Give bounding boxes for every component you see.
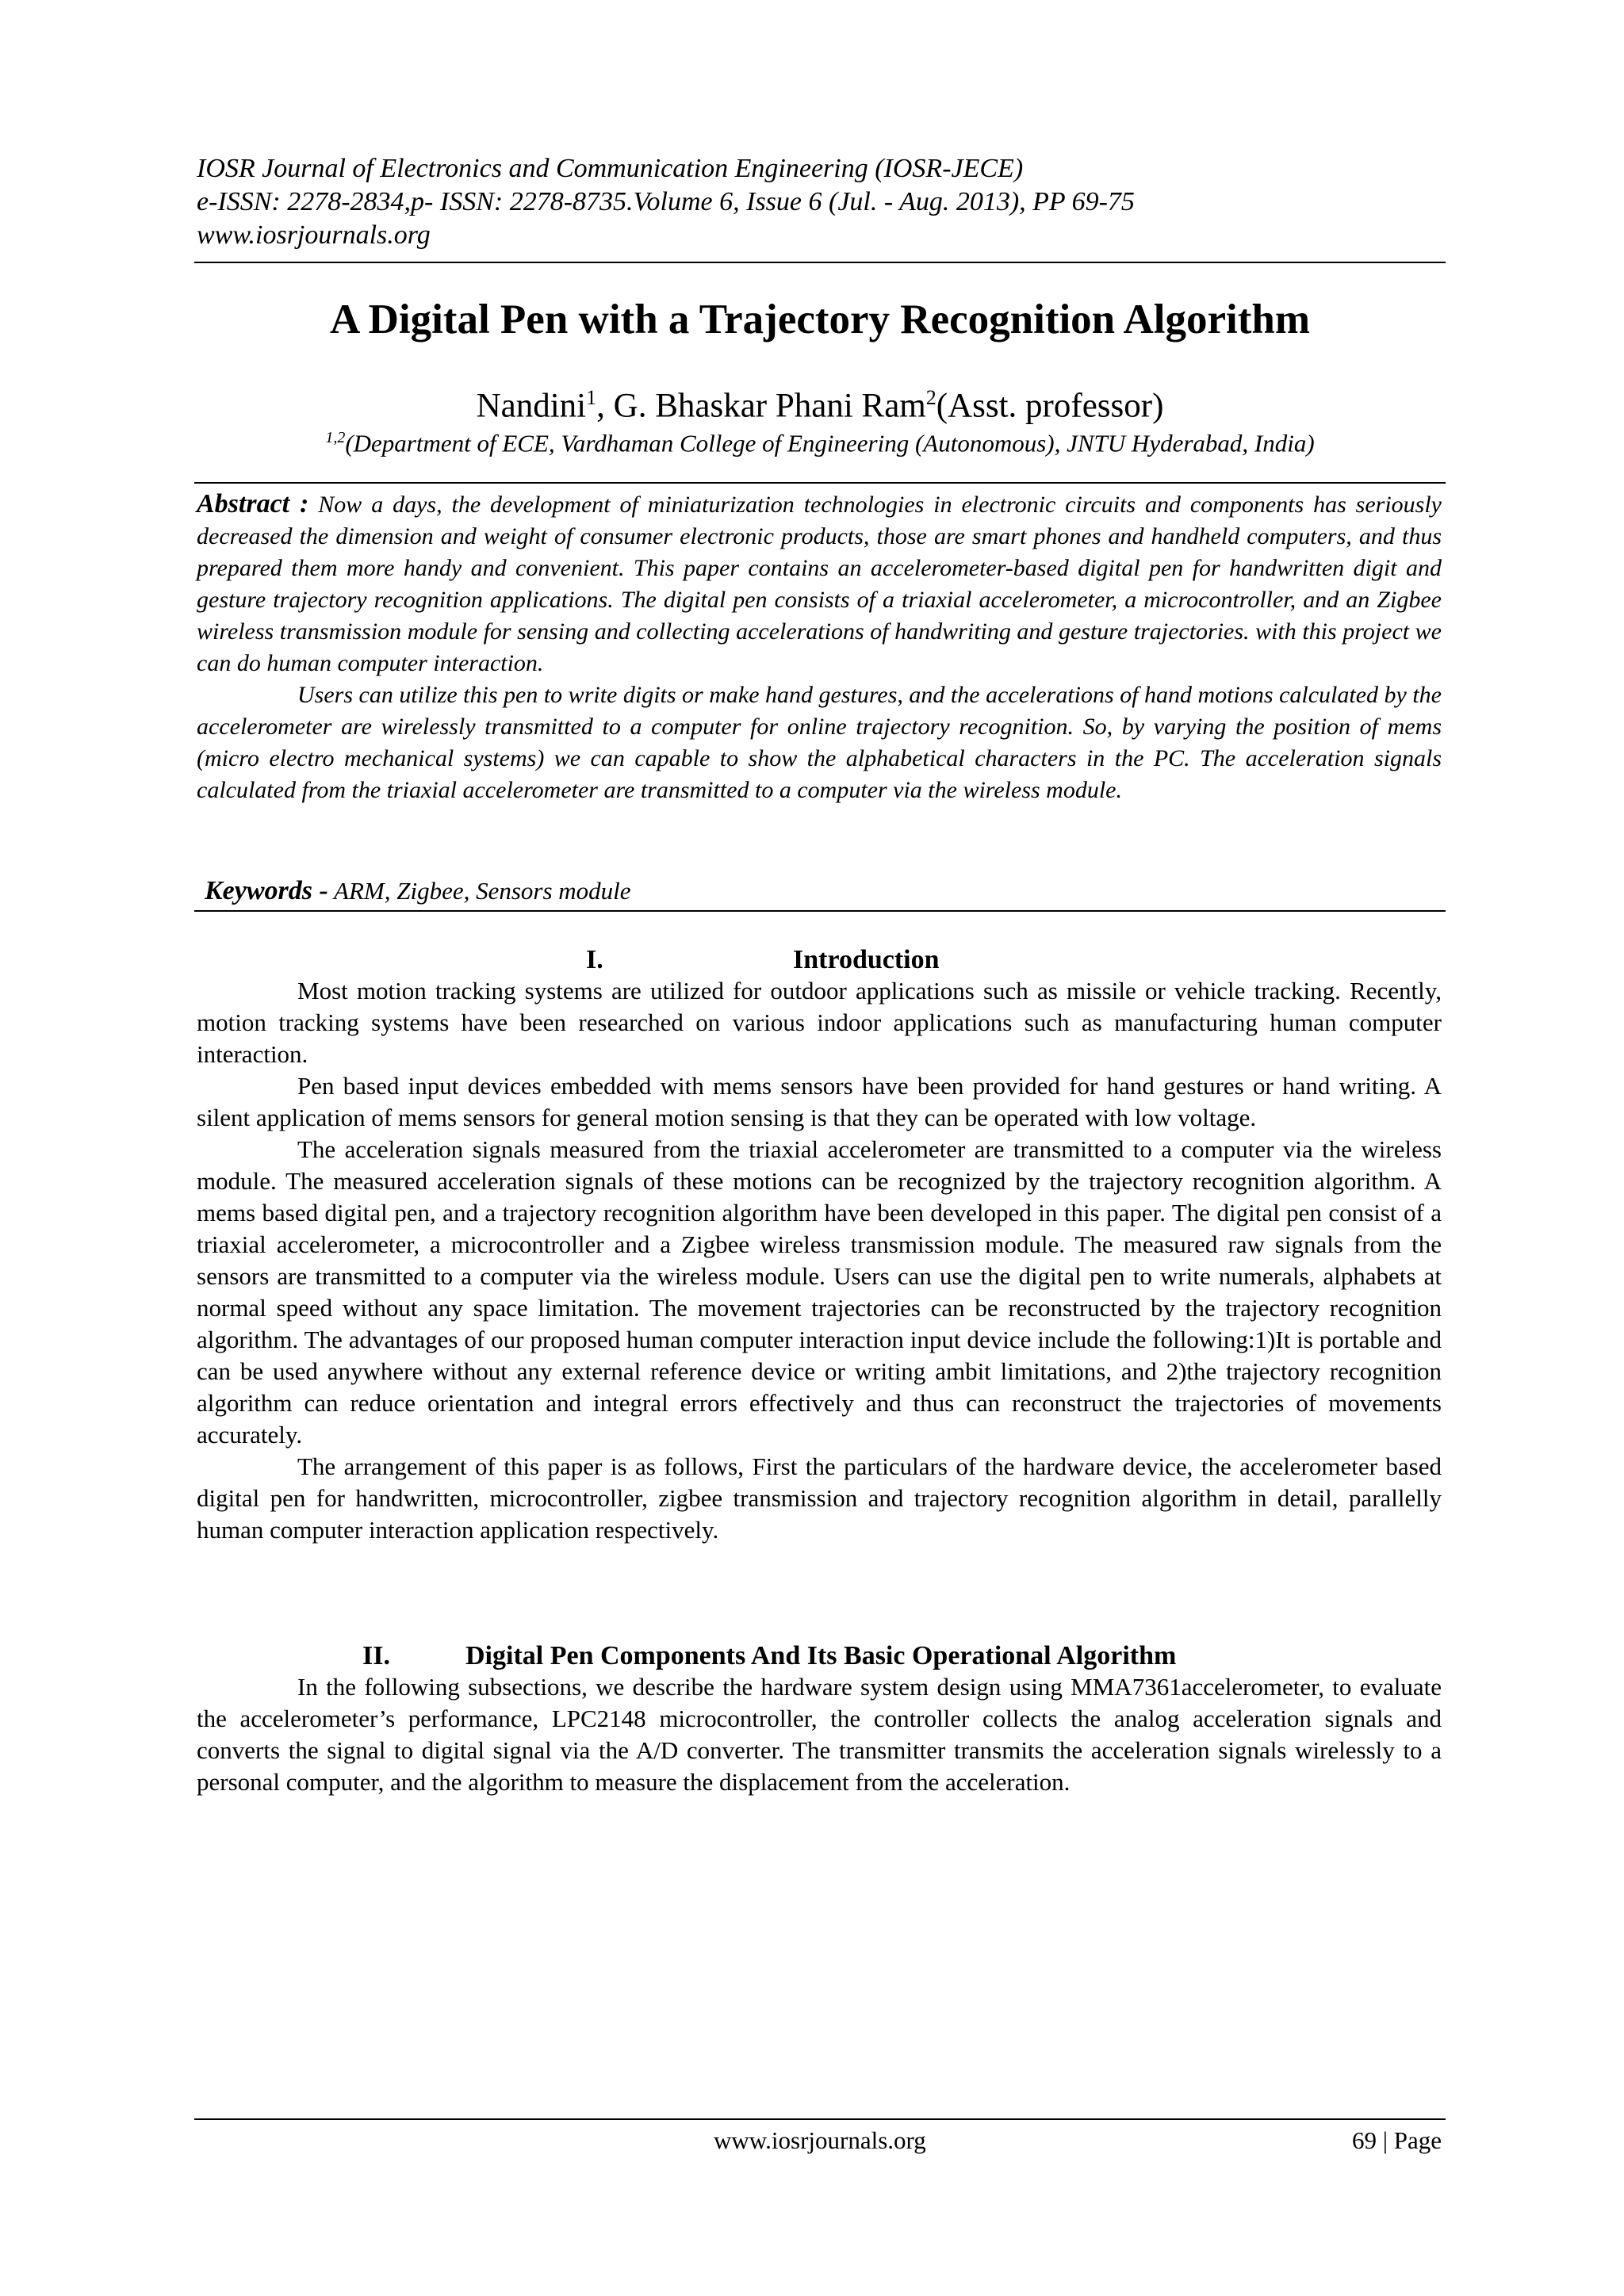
section-1-paragraph-2: Pen based input devices embedded with mems sensors have been provided for hand gestures or hand writing. A silent application of mems sensors for general motion sensing is that they can be operated with low voltage. [197,1072,1442,1131]
author-line [194,377,1446,427]
author-2-sup: 2 [925,386,936,409]
section-2-paragraph-1: In the following subsections, we describe the hardware system design using MMA7361accelerometer, to evaluate the accelerometer’s performance, LPC2148 microcontroller, the controller collects the analog acceleration signals and converts the signal to digital signal via the A/D converter. The transmitter transmits the acceleration signals wirelessly to a personal computer, and the algorithm to measure the displacement from the acceleration. [197,1673,1442,1796]
footer-rule [194,2118,1446,2120]
paper-title: A Digital Pen with a Trajectory Recognition Algorithm [329,297,1311,342]
header-rule [194,262,1446,263]
author-1-sup: 1 [586,386,597,409]
abstract-label: Abstract : [197,489,309,519]
section-2-body [197,1671,1442,1798]
author-2-role: (Asst. professor) [936,387,1164,425]
footer-url: www.iosrjournals.org [714,2126,926,2154]
affiliation-text: (Department of ECE, Vardhaman College of Engineering (Autonomous), JNTU Hyderabad, India) [345,429,1315,457]
section-1-number: I. [586,945,603,974]
journal-url: www.iosrjournals.org [197,220,431,250]
affiliation [194,422,1446,459]
section-1-paragraph-1: Most motion tracking systems are utilized for outdoor applications such as missile or vehicle tracking. Recently, motion tracking systems have been researched on various indoor applications such as manufacturing human computer interaction. [197,977,1442,1068]
section-1-paragraph-4: The arrangement of this paper is as follows, First the particulars of the hardware device, the accelerometer based digital pen for handwritten, microcontroller, zigbee transmission and trajectory recognition algorithm in detail, parallelly human computer interaction application respectively. [197,1452,1442,1544]
keywords [205,875,1442,907]
journal-header [197,152,1442,252]
author-2-name: , G. Bhaskar Phani Ram [596,387,926,425]
author-1-name: Nandini [476,387,587,425]
abstract [197,488,1442,806]
section-1-body [197,975,1442,1546]
abstract-top-rule [194,482,1446,484]
section-1-paragraph-3: The acceleration signals measured from the triaxial accelerometer are transmitted to a computer via the wireless module. The measured acceleration signals of these motions can be recognized by the trajectory recognition algorithm. A mems based digital pen, and a trajectory recognition algorithm have been developed in this paper. The digital pen consist of a triaxial accelerometer, a microcontroller and a Zigbee wireless transmission module. The measured raw signals from the sensors are transmitted to a computer via the wireless module. Users can use the digital pen to write numerals, alphabets at normal speed without any space limitation. The movement trajectories can be reconstructed by the trajectory recognition algorithm. The advantages of our proposed human computer interaction input device include the following:1)It is portable and can be used anywhere without any external reference device or writing ambit limitations, and 2)the trajectory recognition algorithm can reduce orientation and integral errors effectively and thus can reconstruct the trajectories of movements accurately. [197,1135,1442,1448]
keywords-text: ARM, Zigbee, Sensors module [334,877,631,905]
keywords-label: Keywords - [205,876,328,905]
footer-page-number: 69 | Page [1352,2126,1442,2154]
abstract-text-1: Now a days, the development of miniaturization technologies in electronic circuits and components has seriously decreased the dimension and weight of consumer electronic products, those are smart phones and handheld computers, and thus prepared them more handy and convenient. This paper contains an accelerometer-based digital pen for handwritten digit and gesture trajectory recognition applications. The digital pen consists of a triaxial accelerometer, a microcontroller, and an Zigbee wireless transmission module for sensing and collecting accelerations of handwriting and gesture trajectories. with this project we can do human computer interaction. [197,492,1442,676]
abstract-paragraph-2: Users can utilize this pen to write digits or make hand gestures, and the accelerations of hand motions calculated by the accelerometer are wirelessly transmitted to a computer for online trajectory recognition. So, by varying the position of mems (micro electro mechanical systems) we can capable to show the alphabetical characters in the PC. The acceleration signals calculated from the triaxial accelerometer are transmitted to a computer via the wireless module. [197,682,1442,803]
journal-issn: e-ISSN: 2278-2834,p- ISSN: 2278-8735.Volume 6, Issue 6 (Jul. - Aug. 2013), PP 69-75 [197,187,1135,216]
abstract-paragraph-1 [197,488,1442,679]
section-1-title: Introduction [793,945,940,974]
affiliation-sup: 1,2 [325,429,346,446]
section-2-number: II. [362,1641,390,1670]
section-2-title: Digital Pen Components And Its Basic Operational Algorithm [465,1641,1177,1670]
abstract-bottom-rule [194,910,1446,912]
journal-name: IOSR Journal of Electronics and Communication Engineering (IOSR-JECE) [197,154,1024,183]
